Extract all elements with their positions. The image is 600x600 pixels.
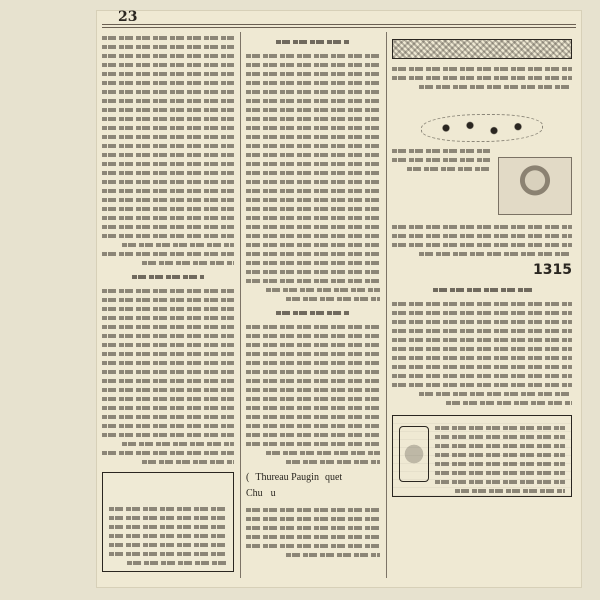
page-number: 23 [118,9,138,25]
middle-column [246,36,380,578]
document-page [96,10,582,588]
left-column [102,36,234,578]
calligraphy-title-graphic [421,114,543,142]
portrait-illustration [498,157,572,215]
right-mid-text [392,225,572,256]
column-rule-right [386,32,387,578]
right-column [392,36,572,578]
decorative-emblem-icon [399,426,429,482]
right-top-text [392,67,572,89]
book-title [392,107,572,149]
middle-latin-snippets [246,472,380,500]
left-section-heading [102,271,234,283]
left-block-1 [102,36,234,265]
latin-snippet: Thureau Paugin [255,472,319,483]
header-rule [102,24,576,28]
latin-snippet: ( [246,472,250,483]
ornamental-header [392,39,572,59]
title-page-detail [392,149,572,215]
middle-block-2 [246,325,380,464]
latin-snippet: quet [324,472,343,483]
middle-block-1 [246,54,380,301]
column-rule-left [240,32,241,578]
right-section-heading [392,284,572,296]
latin-snippet: Chu [246,488,263,499]
middle-section-heading-1 [246,36,380,48]
right-top-label [392,89,572,101]
latin-snippet: u [270,488,276,499]
left-block-2 [102,289,234,464]
middle-section-heading-2 [246,307,380,319]
publication-year: 1315 [533,262,572,278]
bookplate-ornament [392,415,572,497]
left-boxed-notice [102,472,234,572]
right-block [392,302,572,405]
middle-block-3 [246,508,380,557]
